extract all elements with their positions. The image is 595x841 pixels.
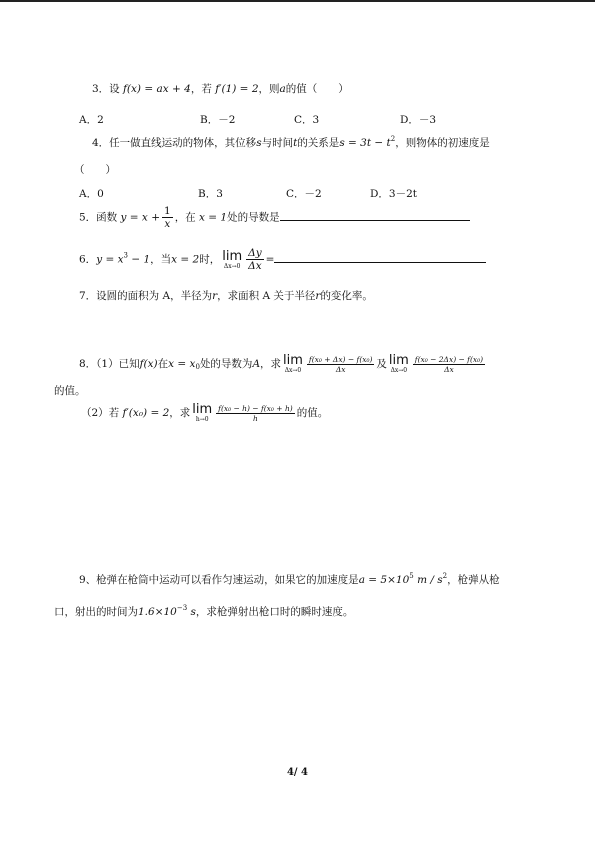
q6-limit [222,250,242,270]
q8-frac2-den: Δx [444,364,454,374]
q3-var-a: a [279,83,286,95]
q3-text: ，则 [258,83,280,95]
q8-and: 及 [376,358,387,370]
q6-exponent: 3 [123,251,128,260]
q8-text: （2）若 [81,407,123,419]
q4-option-b: B．3 [198,188,223,200]
q6-point: x = 2 [171,253,200,266]
q4-var-t: t [293,137,298,149]
q8-text: 的值。 [296,407,329,419]
q6-frac-num: Δy [248,247,262,259]
q3-option-a: A．2 [79,114,104,126]
q9-unit-exponent: 2 [442,572,448,580]
q7-stem [79,289,373,303]
q6-text: ，当 [150,253,172,266]
q5-text: 处的导数是 [227,211,280,224]
q9-acc-unit: m / s [413,574,443,586]
q8-lim-under: Δx→0 [284,367,302,374]
q8-frac1-num: f(x₀ + Δx) − f(x₀) [308,354,373,364]
q3-text: ，若 [190,83,216,95]
q3-text: 的值（ ） [285,83,349,95]
q3-option-d: D．－3 [400,114,437,126]
q6-answer-blank[interactable] [274,252,486,263]
q8-fraction-2 [413,355,485,374]
q5-point: x = 1 [199,211,228,224]
q9-text: 口，射出的时间为 [54,606,138,618]
q5-frac-num: 1 [164,205,171,217]
q3-derivative: f′(1) = 2 [215,83,259,95]
q3-option-c: C．3 [294,114,320,126]
q9-text: ，枪弹从枪 [447,574,500,586]
q7-var-r: r [212,290,218,302]
q6-function: y = x [96,253,124,266]
q5-text: ，在 [174,211,200,224]
top-rule [0,0,595,2]
q8-subscript: 0 [195,363,200,371]
q9-text: 9、枪弹在枪筒中运动可以看作匀速运动，如果它的加速度是 [79,574,359,586]
q6-fraction [246,247,264,272]
q4-option-d: D．3－2t [370,188,417,200]
q8-frac1-den: Δx [335,364,346,374]
q8-limit-1 [283,354,303,374]
q9-time: 1.6×10 [138,606,177,618]
q6-function-tail: − 1 [127,253,151,266]
q8-text: ，求 [260,358,282,370]
q7-text: 的变化率。 [320,290,373,302]
q9-acceleration: a = 5×10 [358,574,410,586]
q8-limit-2 [389,354,409,374]
q8-lim-word: lim [283,353,303,368]
q5-stem [79,205,470,230]
q4-text: 与时间 [261,137,294,149]
q6-equals: = [265,253,275,266]
q7-text: 7．设圆的面积为 A，半径为 [79,290,213,302]
q9-acc-exponent: 5 [409,572,414,580]
q8-part1 [79,354,487,374]
q6-frac-den: Δx [248,260,262,272]
q8-limit-3 [192,403,212,423]
q8-fx: f(x) [139,358,158,370]
q8-frac3-num: f(x₀ − h) − f(x₀ + h) [218,403,293,413]
q8-lim-word: lim [192,402,213,417]
q8-lim-under: h→0 [195,416,209,423]
q9-line2 [54,605,353,619]
q6-lim-under: Δx→0 [223,262,241,270]
q3-eq: = ax + 4 [141,83,191,95]
q8-var-a: A [252,358,261,370]
q8-lim-under: Δx→0 [390,367,408,374]
q4-answer-paren: （ ） [74,164,116,176]
q3-stem [92,82,349,96]
q3-option-b: B．－2 [200,114,236,126]
q4-stem [92,136,490,150]
q9-text: ，求枪弹射出枪口时的瞬时速度。 [195,606,354,618]
q8-frac3-den: h [253,413,258,423]
q4-formula: s = 3t − t [339,137,391,149]
q7-var-r: r [315,290,321,302]
q9-line1 [79,573,500,587]
q6-text: 时， [199,253,221,266]
q8-derivative: f′(x₀) = 2 [122,407,170,419]
q5-answer-blank[interactable] [280,210,470,221]
q5-fraction [162,205,173,230]
page-number: 4/ 4 [286,767,309,778]
q5-frac-den: x [164,218,171,230]
q4-option-a: A．0 [79,188,104,200]
q8-frac2-num: f(x₀ − 2Δx) − f(x₀) [414,354,484,364]
q3-fx: f(x) [123,83,142,95]
q8-lim-word: lim [388,353,409,368]
q8-text: 8．（1）已知 [79,358,140,370]
q4-text: 的关系是 [297,137,340,149]
q4-text: 4．任一做直线运动的物体，其位移 [92,137,257,149]
q6-stem [79,247,486,272]
q8-text: 处的导数为 [199,358,253,370]
q8-text: 在 [157,358,169,370]
q4-option-c: C．－2 [286,188,322,200]
q8-fraction-3 [216,404,295,423]
q4-exponent: 2 [390,135,396,143]
q8-point: x = x [168,358,196,370]
q8-part2 [81,403,328,423]
q5-text: 5．函数 [79,211,121,224]
q9-time-unit: s [187,606,196,618]
q8-text: ，求 [169,407,191,419]
q5-function: y = x + [120,211,160,224]
q4-text: ，则物体的初速度是 [395,137,490,149]
q7-text: ，求面积 A 关于半径 [217,290,316,302]
q3-text: 3．设 [92,83,124,95]
q8-part1-tail: 的值。 [54,385,86,397]
q6-lim-word: lim [222,248,243,264]
q9-time-exponent: −3 [176,604,188,612]
q6-text: 6． [79,253,97,266]
q8-fraction-1 [307,355,374,374]
q4-var-s: s [256,137,262,149]
